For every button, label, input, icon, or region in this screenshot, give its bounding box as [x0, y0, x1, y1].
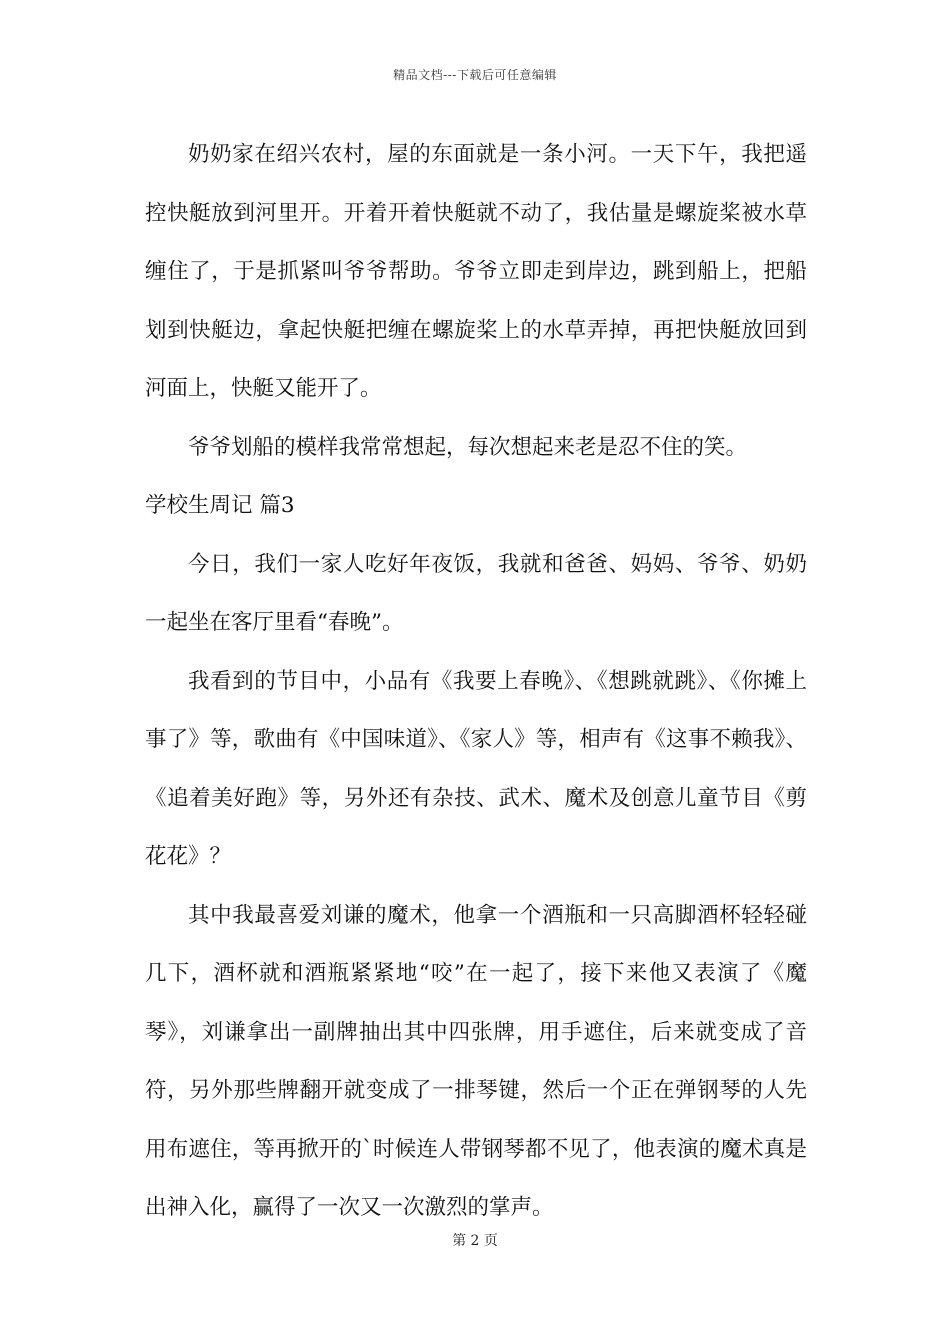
page-header: 精品文档---下载后可任意编辑 — [393, 68, 557, 82]
paragraph: 今日，我们一家人吃好年夜饭，我就和爸爸、妈妈、爷爷、奶奶一起坐在客厅里看“春晚”。 — [145, 551, 807, 635]
page-footer: 第 2 页 — [452, 1233, 498, 1249]
paragraph: 我看到的节目中，小品有《我要上春晚》、《想跳就跳》、《你摊上事了》等，歌曲有《中国味道》、《家人》等，相声有《这事不赖我》、《追着美好跑》等，另外还有杂技、武术、魔术及创意儿童节目《剪花花》？ — [145, 668, 807, 869]
paragraph: 爷爷划船的模样我常常想起，每次想起来老是忍不住的笑。 — [188, 434, 748, 460]
paragraph: 其中我最喜爱刘谦的魔术，他拿一个酒瓶和一只高脚酒杯轻轻碰几下，酒杯就和酒瓶紧紧地“咬”在一起了，接下来他又表演了《魔琴》，刘谦拿出一副牌抽出其中四张牌，用手遮住，后来就变成了音符，另外那些牌翻开就变成了一排琴键，然后一个正在弹钢琴的人先用布遮住，等再掀开的`时候连人带钢琴都不见了，他表演的魔术真是出神入化，赢得了一次又一次激烈的掌声。 — [145, 902, 807, 1220]
paragraph: 奶奶家在绍兴农村，屋的东面就是一条小河。一天下午，我把遥控快艇放到河里开。开着开着快艇就不动了，我估量是螺旋桨被水草缠住了，于是抓紧叫爷爷帮助。爷爷立即走到岸边，跳到船上，把船划到快艇边，拿起快艇把缠在螺旋桨上的水草弄掉，再把快艇放回到河面上，快艇又能开了。 — [145, 142, 807, 401]
section-heading: 学校生周记 篇3 — [145, 493, 295, 518]
document-body — [145, 126, 807, 1238]
